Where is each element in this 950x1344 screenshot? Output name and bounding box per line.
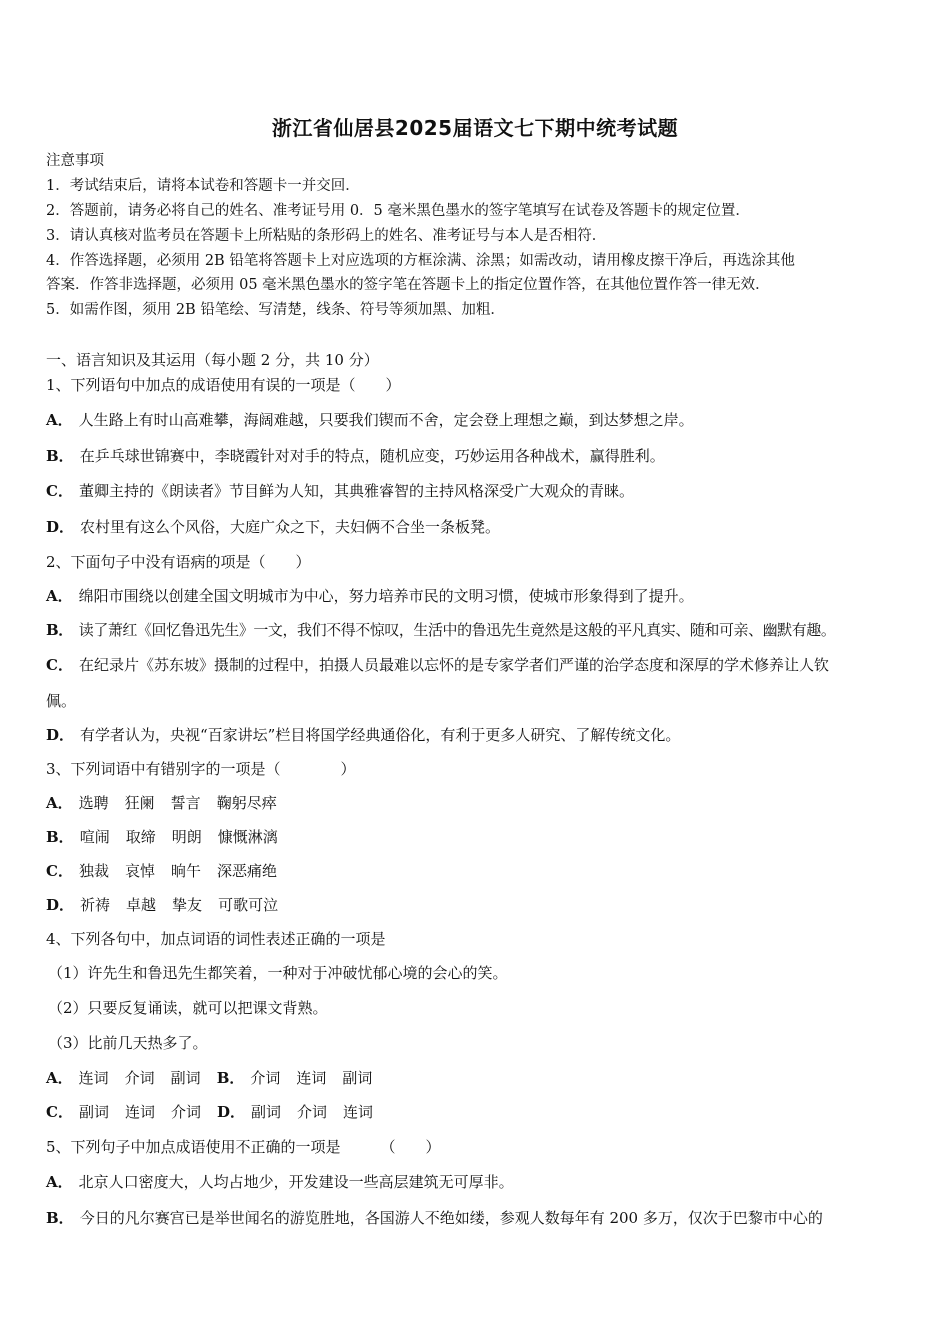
word: 介词 xyxy=(297,1103,328,1121)
q5-option-b xyxy=(46,1208,823,1228)
note-item: 3．请认真核对监考员在答题卡上所粘贴的条形码上的姓名、准考证号与本人是否相符． xyxy=(46,228,607,244)
word: 介词 xyxy=(250,1069,281,1087)
q3-option-d xyxy=(46,895,278,915)
q4-sentence-3: （3）比前几天热多了。 xyxy=(48,1034,208,1052)
option-text: 在纪录片《苏东坡》摄制的过程中，拍摄人员最难以忘怀的是专家学者们严谨的治学态度和深厚的学术修养让人钦 xyxy=(78,656,829,674)
question-stem-2: 2、下面句子中没有语病的项是（ ） xyxy=(46,553,311,571)
word: 誓言 xyxy=(170,794,201,812)
word: 喧闹 xyxy=(79,828,110,846)
q1-option-d xyxy=(46,517,500,537)
q1-option-b xyxy=(46,446,665,466)
notes-heading: 注意事项 xyxy=(46,153,104,169)
option-text: 有学者认为，央视“百家讲坛”栏目将国学经典通俗化，有利于更多人研究、了解传统文化。 xyxy=(80,726,681,744)
section-heading: 一、语言知识及其运用（每小题 2 分，共 10 分） xyxy=(46,351,379,369)
q2-option-d xyxy=(46,725,680,745)
option-label: A． xyxy=(46,1069,73,1087)
q2-option-c xyxy=(46,655,829,675)
word: 晌午 xyxy=(170,862,201,880)
question-stem-1: 1、下列语句中加点的成语使用有误的一项是（ ） xyxy=(46,376,401,394)
option-label: A． xyxy=(46,587,73,605)
option-label: C． xyxy=(46,862,73,880)
option-text: 今日的凡尔赛宫已是举世闻名的游览胜地，各国游人不绝如缕，参观人数每年有 200 多万，仅次于巴黎市中心的 xyxy=(79,1209,823,1227)
option-label: C． xyxy=(46,1103,73,1121)
word: 连词 xyxy=(78,1069,109,1087)
q1-option-a xyxy=(46,410,694,430)
q2-option-a xyxy=(46,586,694,606)
word: 副词 xyxy=(342,1069,373,1087)
option-label: B． xyxy=(216,1069,245,1087)
q4-sentence-1: （1）许先生和鲁迅先生都笑着，一种对于冲破忧郁心境的会心的笑。 xyxy=(48,964,508,982)
word: 副词 xyxy=(78,1103,109,1121)
word: 深恶痛绝 xyxy=(217,862,278,880)
stem-text: 5、下列句子中加点成语使用不正确的一项是 xyxy=(46,1138,341,1156)
word: 取缔 xyxy=(125,828,156,846)
word: 连词 xyxy=(124,1103,155,1121)
option-label: B． xyxy=(46,621,73,639)
note-item: 答案．作答非选择题，必须用 05 毫米黑色墨水的签字笔在答题卡上的指定位置作答，在其他位置作答一律无效． xyxy=(46,277,770,293)
q4-options-row-2 xyxy=(46,1102,373,1122)
option-label: A． xyxy=(46,794,73,812)
word: 慷慨淋漓 xyxy=(217,828,278,846)
q2-option-b xyxy=(46,620,835,640)
option-label: B． xyxy=(46,447,74,465)
q2-option-c-continued: 佩。 xyxy=(46,692,77,710)
word: 副词 xyxy=(170,1069,201,1087)
word: 介词 xyxy=(170,1103,201,1121)
word: 狂阑 xyxy=(124,794,155,812)
word: 鞠躬尽瘁 xyxy=(216,794,277,812)
note-item: 2．答题前，请务必将自己的姓名、准考证号用 0．5 毫米黑色墨水的签字笔填写在试卷及答题卡的规定位置． xyxy=(46,203,750,219)
word: 可歌可泣 xyxy=(218,896,279,914)
q4-sentence-2: （2）只要反复诵读，就可以把课文背熟。 xyxy=(48,999,328,1017)
word: 哀悼 xyxy=(124,862,155,880)
answer-paren: （ ） xyxy=(380,1138,441,1156)
q3-option-a xyxy=(46,793,277,813)
q3-option-b xyxy=(46,827,278,847)
word: 选聘 xyxy=(78,794,109,812)
word: 连词 xyxy=(343,1103,374,1121)
option-text: 董卿主持的《朗读者》节目鲜为人知，其典雅睿智的主持风格深受广大观众的青睐。 xyxy=(78,482,634,500)
word: 连词 xyxy=(296,1069,327,1087)
option-label: D． xyxy=(46,896,75,914)
word: 挚友 xyxy=(172,896,203,914)
word: 独裁 xyxy=(78,862,109,880)
question-stem-5 xyxy=(46,1137,441,1157)
question-stem-3: 3、下列词语中有错别字的一项是（ ） xyxy=(46,760,356,778)
option-label: A． xyxy=(46,411,73,429)
option-label: C． xyxy=(46,482,73,500)
q5-option-a xyxy=(46,1172,514,1192)
option-text: 绵阳市围绕以创建全国文明城市为中心，努力培养市民的文明习惯，使城市形象得到了提升。 xyxy=(78,587,694,605)
page-title: 浙江省仙居县2025届语文七下期中统考试题 xyxy=(271,116,679,140)
word: 卓越 xyxy=(126,896,157,914)
option-label: B． xyxy=(46,828,74,846)
option-text: 北京人口密度大，人均占地少，开发建设一些高层建筑无可厚非。 xyxy=(78,1173,514,1191)
option-text: 人生路上有时山高难攀，海阔难越，只要我们锲而不舍，定会登上理想之巅，到达梦想之岸。 xyxy=(78,411,694,429)
q4-options-row-1 xyxy=(46,1068,372,1088)
option-label: A． xyxy=(46,1173,73,1191)
word: 副词 xyxy=(251,1103,282,1121)
option-text: 在乒乓球世锦赛中，李晓霞针对对手的特点，随机应变，巧妙运用各种战术，赢得胜利。 xyxy=(79,447,665,465)
q1-option-c xyxy=(46,481,634,501)
note-item: 4．作答选择题，必须用 2B 铅笔将答题卡上对应选项的方框涂满、涂黑；如需改动，请用橡皮擦干净后，再选涂其他 xyxy=(46,253,795,269)
option-label: D． xyxy=(46,518,75,536)
word: 祈祷 xyxy=(80,896,111,914)
option-label: B． xyxy=(46,1209,74,1227)
note-item: 1．考试结束后，请将本试卷和答题卡一并交回． xyxy=(46,178,360,194)
option-label: C． xyxy=(46,656,73,674)
word: 介词 xyxy=(124,1069,155,1087)
option-text: 农村里有这么个风俗，大庭广众之下，夫妇俩不合坐一条板凳。 xyxy=(80,518,501,536)
q3-option-c xyxy=(46,861,277,881)
option-label: D． xyxy=(46,726,75,744)
option-text: 读了萧红《回忆鲁迅先生》一文，我们不得不惊叹，生活中的鲁迅先生竟然是这般的平凡真实、随和可亲、幽默有趣。 xyxy=(78,621,836,639)
word: 明朗 xyxy=(171,828,202,846)
question-stem-4: 4、下列各句中，加点词语的词性表述正确的一项是 xyxy=(46,930,386,948)
note-item: 5．如需作图，须用 2B 铅笔绘、写清楚，线条、符号等须加黑、加粗． xyxy=(46,302,505,318)
option-label: D． xyxy=(217,1103,246,1121)
